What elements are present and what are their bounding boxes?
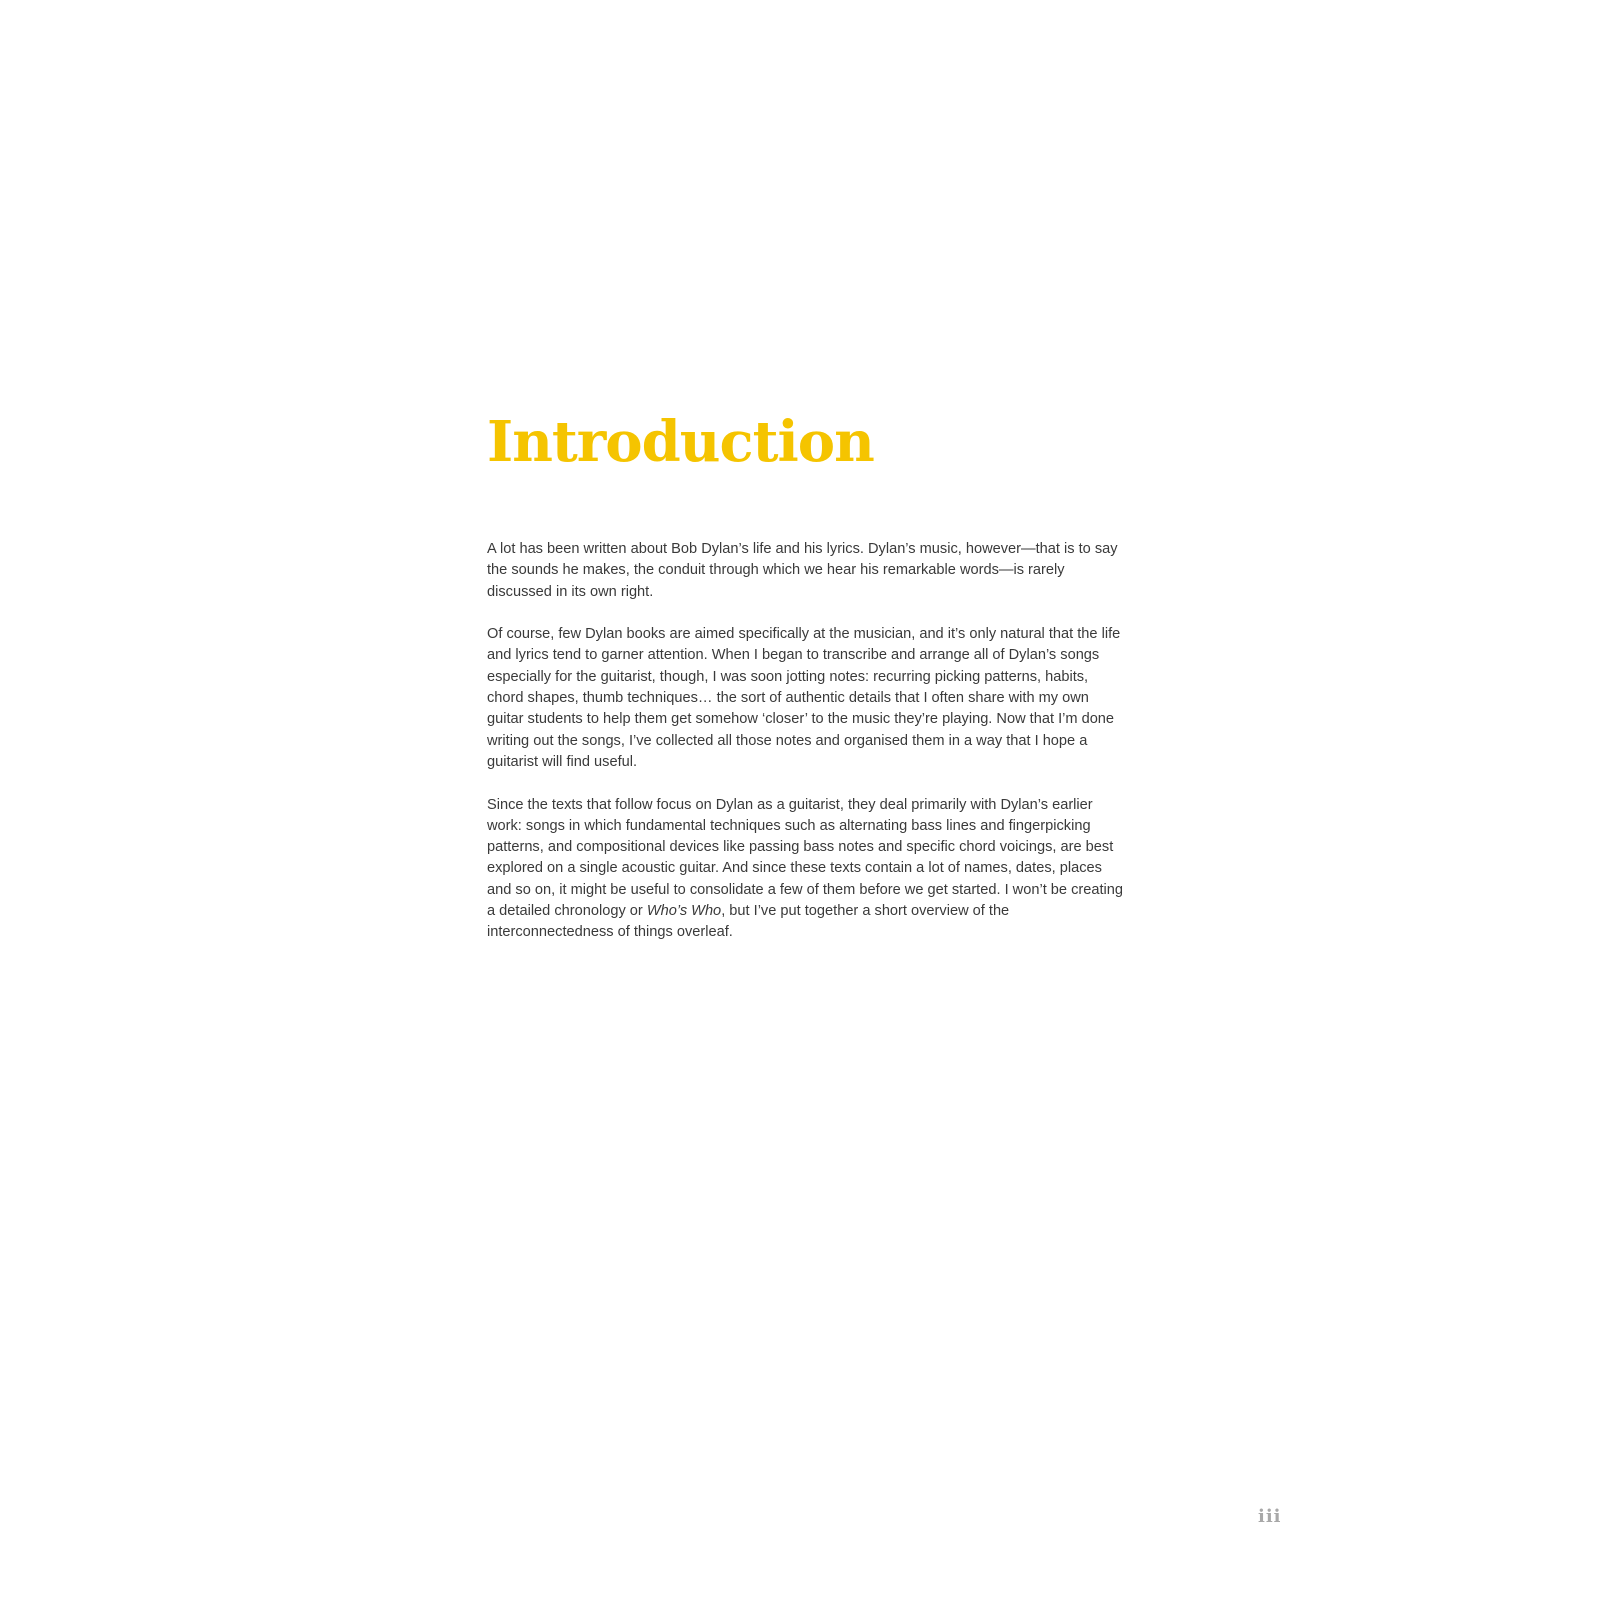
body-text xyxy=(487,539,1127,965)
paragraph-3 xyxy=(487,795,1127,944)
paragraph-3-italic-title: Who’s Who xyxy=(646,903,722,920)
page-title: Introduction xyxy=(487,409,874,475)
paragraph-2: Of course, few Dylan books are aimed specifically at the musician, and it’s only natural that the life and lyrics tend to garner attention. When I began to transcribe and arrange all of Dylan’s songs especially for the guitarist, though, I was soon jotting notes: recurring picking patterns, habits, chord shapes, thumb techniques… the sort of authentic details that I often share with my own guitar students to help them get somehow ‘closer’ to the music they’re playing. Now that I’m done writing out the songs, I’ve collected all those notes and organised them in a way that I hope a guitarist will find useful. xyxy=(487,626,1121,770)
paragraph-1: A lot has been written about Bob Dylan’s life and his lyrics. Dylan’s music, however—that is to say the sounds he makes, the conduit through which we hear his remarkable words—is rarely discussed in its own right. xyxy=(487,541,1118,600)
paragraph-3-text-end: , but I’ve put together a short overview of the interconnectedness of things overleaf. xyxy=(487,903,1010,941)
paragraph-3-text-start: Since the texts that follow focus on Dylan as a guitarist, they deal primarily with Dylan’s earlier work: songs in which fundamental techniques such as alternating bass lines and fingerpicking patterns, and compositional devices like passing bass notes and specific chord voicings, are best explored on a single acoustic guitar. And since these texts contain a lot of names, dates, places and so on, it might be useful to consolidate a few of them before we get started. I won’t be creating a detailed chronology or xyxy=(487,796,1124,920)
page-number: iii xyxy=(1258,1506,1282,1527)
